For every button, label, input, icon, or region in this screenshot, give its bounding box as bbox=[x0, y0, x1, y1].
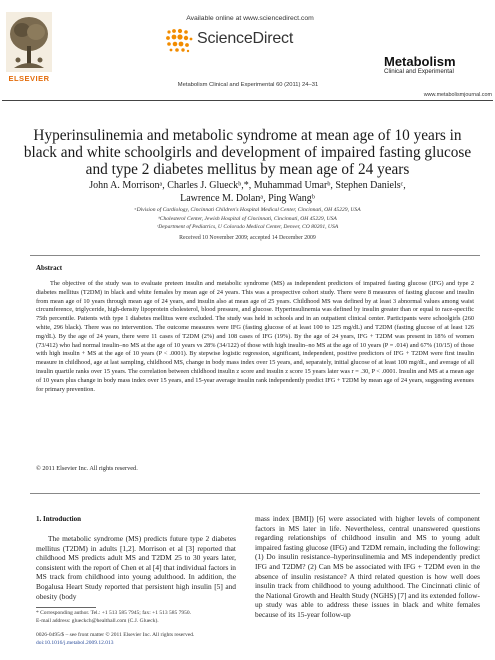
author-line-2: Lawrence M. Dolanᵃ, Ping Wangᵇ bbox=[180, 192, 315, 204]
affiliations bbox=[20, 206, 475, 232]
affiliation-a: ᵃDivision of Cardiology, Cincinnati Children's Hospital Medical Center, Cincinnati, OH 45229, USA bbox=[134, 207, 361, 213]
available-online-text: Available online at www.sciencedirect.com bbox=[186, 15, 314, 22]
section-heading-introduction: 1. Introduction bbox=[36, 515, 81, 523]
sciencedirect-logo[interactable] bbox=[165, 26, 335, 56]
journal-subtitle: Clinical and Experimental bbox=[384, 68, 454, 75]
elsevier-tree-logo bbox=[6, 12, 52, 72]
journal-url-link[interactable]: www.metabolismjournal.com bbox=[423, 92, 492, 98]
affiliation-c: ᶜDepartment of Pediatrics, U Colorado Medical Center, Denver, CO 80201, USA bbox=[156, 224, 339, 231]
corresponding-author-contact: * Corresponding author. Tel.: +1 513 585 7945; fax: +1 513 585 7950. bbox=[36, 610, 191, 616]
author-line-1: John A. Morrisonᵃ, Charles J. Glueckᵇ,*, Muhammad Umarᵇ, Stephen Danielsᶜ, bbox=[89, 180, 406, 191]
received-dates: Received 10 November 2009; accepted 14 December 2009 bbox=[179, 235, 316, 241]
affiliation-b: ᵇCholesterol Center, Jewish Hospital of Cincinnati, Cincinnati, OH 45229, USA bbox=[158, 215, 337, 222]
author-list bbox=[20, 180, 475, 205]
intro-left-column: The metabolic syndrome (MS) predicts future type 2 diabetes mellitus (T2DM) in adults [1,2]. Morrison et al [3] reported that childhood MS predicts adult MS and T2DM 25 to 30 years later, consistent with the report of Chen et al [4] that individual factors in MS track from childhood into young adulthood. In addition, the Bogalusa Heart Study reported that persistent high insulin [5] and obesity (body bbox=[36, 534, 236, 601]
abstract-copyright: © 2011 Elsevier Inc. All rights reserved. bbox=[36, 465, 138, 472]
doi-link[interactable]: doi:10.1016/j.metabol.2009.12.013 bbox=[36, 639, 114, 646]
article-title: Hyperinsulinemia and metabolic syndrome at mean age of 10 years in black and white schoolgirls and development of impaired fasting glucose and type 2 diabetes mellitus by mean age of 24 years bbox=[23, 127, 472, 178]
intro-right-column: mass index [BMI]) [6] were associated with higher levels of component factors in MS later in life. Nevertheless, central unanswered questions regarding relationships of childhood insulin and MS to young adult impaired fasting glucose (IFG) and T2DM remain, including the following: (1) Do insulin resistance–hyperinsulinemia and MS independently predict IFG and T2DM? (2) Can MS be associated with IFG + T2DM even in the absence of insulin resistance? A third related question is how well does insulin track from childhood to young adulthood. The Cincinnati clinic of the National Growth and Health Study (NGHS) [7] and its extended follow-up study was able to address these issues in black and white females because of its 15-year follow-up bbox=[255, 514, 480, 619]
sciencedirect-wordmark: ScienceDirect bbox=[197, 30, 294, 47]
header-divider bbox=[2, 100, 493, 101]
issn-line: 0026-0495/$ – see front matter © 2011 Elsevier Inc. All rights reserved. bbox=[36, 632, 195, 638]
journal-citation: Metabolism Clinical and Experimental 60 (2011) 24–31 bbox=[177, 82, 319, 88]
abstract-text: The objective of the study was to evaluate preteen insulin and metabolic syndrome (MS) as independent predictors of impaired fasting glucose (IFG) and type 2 diabetes mellitus (T2DM) in black and white females by mean age of 24 years. This was a prospective cohort study. There were 8 measures of fasting glucose and insulin from mean age of 10 years through mean age of 24 years, and insulin also at mean age of 25 years. Childhood MS was defined by at least 3 abnormal values among waist circumference, triglyceride, high-density lipoprotein cholesterol, blood pressure, and glucose. Hyperinsulinemia was defined by insulin greater than or equal to race-specific 75th percentile. Patients with type 1 diabetes mellitus were excluded. The study was held in schools and in an outpatient clinical center. Participants were schoolgirls (260 white, 296 black). There was no intervention. The outcome measures were IFG (fasting glucose of at least 100 to 125 mg/dL) and T2DM (fasting glucose of at least 126 mg/dL). By the age of 24 years, there were 11 cases of T2DM (2%) and 108 cases of IFG (19%). By the age of 24 years, IFG + T2DM was present in 18% of women (73/412) who had normal insulin–no MS at the age of 10 years vs 28% (34/122) of those with high insulin–no MS at the age of 10 years (P = .014) and 67% (10/15) of those with high insulin + MS at the age of 10 years (P < .0001). By stepwise logistic regression, significant, independent, positive predictors of IFG + T2DM were first insulin measure in childhood, age at last sampling, childhood MS, change in body mass index over 15 years, and, separately, initial glucose of at least 100 mg/dL, and average of all insulin quartile ranks over 15 years. The correlation between childhood insulin z score and insulin z score 15 years later was r = .30, P < .0001. Insulin and MS at a mean age of 10 years plus change in body mass index over 15 years, and 15-year average insulin rank independently predict IFG + T2DM by mean age of 24 years, suggesting avenues for primary prevention. bbox=[36, 280, 474, 393]
sciencedirect-dots-icon bbox=[165, 28, 193, 54]
corresponding-author-footnote bbox=[36, 610, 236, 625]
publisher-name: ELSEVIER bbox=[8, 74, 50, 83]
journal-name: Metabolism bbox=[384, 54, 456, 69]
abstract-heading: Abstract bbox=[36, 264, 63, 272]
corresponding-author-email[interactable]: E-mail address: glueckch@healthall.com (C.J. Glueck). bbox=[36, 617, 159, 624]
footnote-divider bbox=[36, 607, 96, 608]
front-matter-info bbox=[36, 632, 256, 647]
